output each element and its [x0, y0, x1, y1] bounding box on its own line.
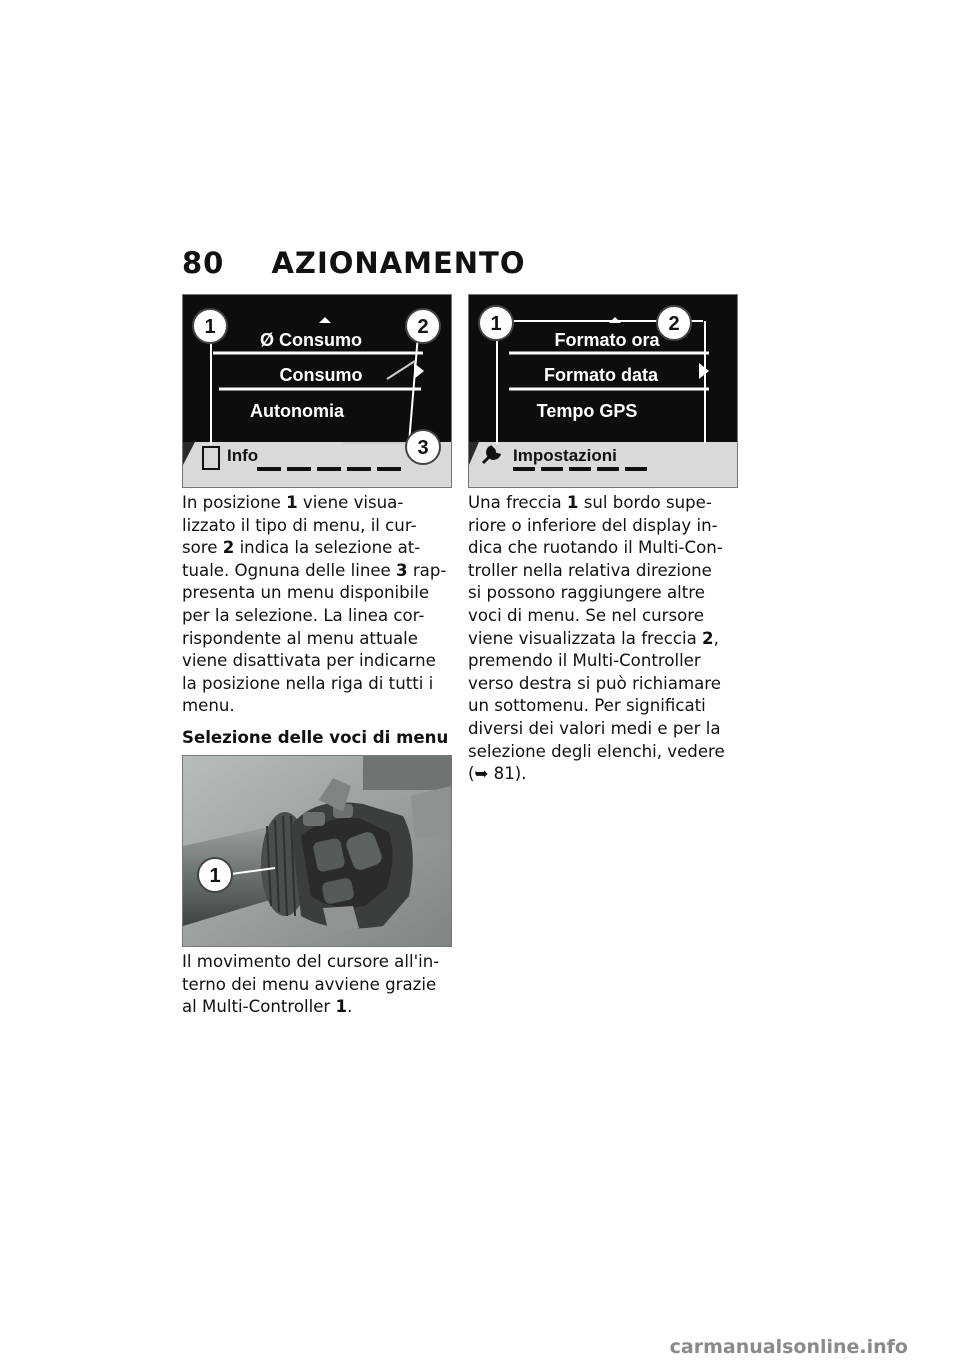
text-line — [468, 695, 740, 718]
text-line — [468, 492, 740, 515]
text-line — [182, 974, 454, 997]
text-line — [468, 515, 740, 538]
watermark: carmanualsonline.info — [669, 1336, 908, 1358]
text-segment: sul bordo supe- — [578, 493, 712, 512]
text-segment: si possono raggiungere altre — [468, 583, 705, 603]
menu-item: Formato ora — [554, 330, 660, 350]
text-segment: lizzato il tipo di menu, il cur- — [182, 515, 417, 535]
text-segment: sore — [182, 538, 223, 558]
text-segment: voci di menu. Se nel cursore — [468, 605, 704, 625]
subheading-menu-selection: Selezione delle voci di menu — [182, 728, 449, 747]
text-segment: , — [713, 628, 719, 648]
section-title: AZIONAMENTO — [271, 246, 526, 280]
menu-item-selected: Formato data — [543, 365, 659, 385]
text-line — [468, 537, 740, 560]
text-line — [468, 628, 740, 651]
reference-number: 1 — [335, 997, 348, 1017]
callout-1: 1 — [490, 313, 502, 335]
text-segment: viene visua- — [297, 493, 404, 512]
text-segment: rispondente al menu attuale — [182, 628, 418, 648]
text-segment: per la selezione. La linea cor- — [182, 605, 425, 625]
text-segment: tuale. Ognuna delle linee — [182, 560, 397, 580]
text-line — [182, 951, 454, 974]
menu-footer-label: Impostazioni — [513, 446, 617, 465]
text-segment: In posizione — [182, 493, 287, 512]
text-line — [182, 673, 454, 696]
text-segment: viene disattivata per indicarne — [182, 651, 436, 671]
text-segment: viene visualizzata la freccia — [468, 628, 703, 648]
text-segment: . — [347, 997, 353, 1017]
text-line — [468, 560, 740, 583]
text-line — [182, 560, 454, 583]
left-paragraph-2 — [182, 951, 454, 1019]
text-line — [182, 537, 454, 560]
text-line — [468, 718, 740, 741]
text-segment: selezione degli elenchi, vedere — [468, 741, 725, 761]
text-line — [468, 605, 740, 628]
reference-number: 1 — [286, 493, 298, 512]
text-segment: premendo il Multi-Controller — [468, 651, 701, 671]
text-segment: (➥ 81). — [468, 764, 527, 784]
text-line — [182, 628, 454, 651]
text-segment: diversi dei valori medi e per la — [468, 718, 721, 738]
text-line — [468, 763, 740, 786]
text-line — [468, 650, 740, 673]
reference-number: 2 — [222, 538, 235, 558]
text-line — [182, 515, 454, 538]
text-segment: indica la selezione at- — [234, 538, 421, 558]
text-segment: troller nella relativa direzione — [468, 560, 712, 580]
page-number: 80 — [182, 246, 225, 280]
text-segment: menu. — [182, 696, 235, 716]
figure-settings-menu — [468, 294, 738, 488]
right-paragraph-1 — [468, 492, 740, 786]
text-segment: un sottomenu. Per significati — [468, 696, 706, 716]
callout-1: 1 — [204, 316, 216, 338]
text-line — [182, 695, 454, 718]
figure-info-menu — [182, 294, 452, 488]
figure-multi-controller — [182, 755, 452, 947]
text-line — [182, 996, 454, 1019]
text-line — [182, 492, 454, 515]
menu-item: Autonomia — [250, 401, 344, 421]
reference-number: 1 — [566, 493, 579, 512]
text-line — [468, 673, 740, 696]
page-header — [182, 246, 525, 280]
callout-1: 1 — [209, 865, 221, 887]
left-paragraph-1 — [182, 492, 454, 718]
text-line — [182, 605, 454, 628]
text-segment: presenta un menu disponibile — [182, 583, 430, 603]
text-segment: terno dei menu avviene grazie — [182, 974, 437, 994]
text-segment: riore o inferiore del display in- — [468, 515, 718, 535]
text-line — [468, 741, 740, 764]
text-segment: Il movimento del cursore all'in- — [182, 952, 440, 971]
text-line — [182, 650, 454, 673]
text-segment: dica che ruotando il Multi-Con- — [468, 538, 723, 558]
text-segment: rap- — [407, 560, 447, 580]
menu-item: Tempo GPS — [536, 401, 638, 421]
menu-item-selected: Consumo — [279, 365, 363, 385]
text-segment: Una freccia — [468, 493, 567, 512]
callout-3: 3 — [417, 437, 429, 459]
text-segment: la posizione nella riga di tutti i — [182, 673, 434, 693]
text-segment: verso destra si può richiamare — [468, 673, 721, 693]
menu-footer-label: Info — [227, 446, 259, 465]
reference-number: 2 — [702, 628, 714, 648]
text-segment: al Multi-Controller — [182, 997, 336, 1017]
callout-2: 2 — [668, 313, 680, 335]
text-line — [182, 582, 454, 605]
reference-number: 3 — [396, 560, 408, 580]
callout-2: 2 — [417, 316, 429, 338]
text-line — [468, 582, 740, 605]
menu-item: Ø Consumo — [260, 330, 362, 350]
